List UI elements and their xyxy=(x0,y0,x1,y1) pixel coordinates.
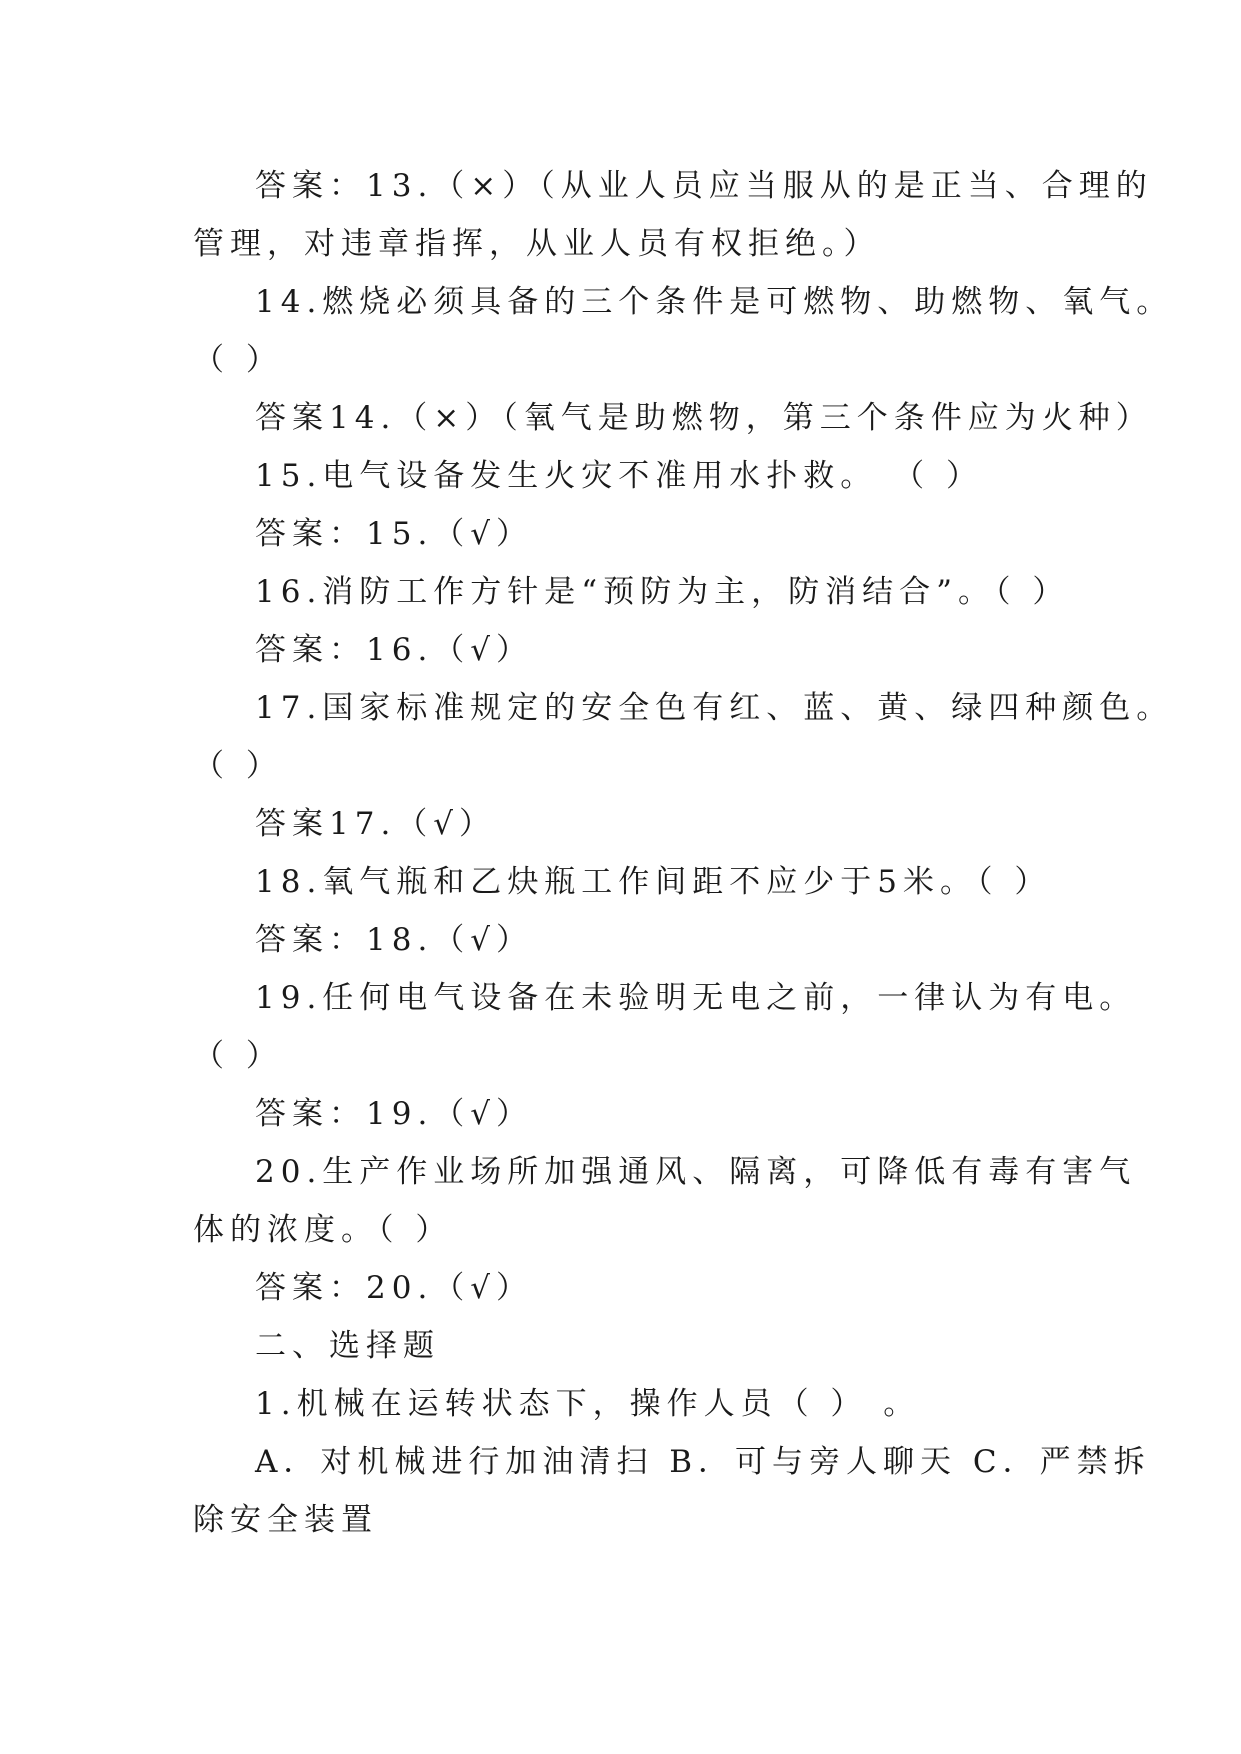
question-20-line-2: 体的浓度。（ ） xyxy=(193,1212,453,1248)
question-14-line-1: 14.燃烧必须具备的三个条件是可燃物、助燃物、氧气。 xyxy=(255,284,1174,320)
answer-18: 答案：18.（√） xyxy=(255,922,534,958)
answer-13-line-2: 管理，对违章指挥，从业人员有权拒绝。） xyxy=(193,226,881,262)
choice-options-line-2: 除安全装置 xyxy=(193,1502,378,1538)
choice-question-1: 1.机械在运转状态下，操作人员（ ） 。 xyxy=(255,1386,921,1422)
answer-19: 答案：19.（√） xyxy=(255,1096,534,1132)
choice-options-line-1: A．对机械进行加油清扫 B．可与旁人聊天 C．严禁拆 xyxy=(255,1444,1151,1480)
question-16: 16.消防工作方针是“预防为主，防消结合”。（ ） xyxy=(255,574,1070,610)
answer-13-line-1: 答案：13.（×）（从业人员应当服从的是正当、合理的 xyxy=(255,168,1153,204)
question-20-line-1: 20.生产作业场所加强通风、隔离，可降低有毒有害气 xyxy=(255,1154,1137,1190)
section-heading: 二、选择题 xyxy=(255,1328,440,1364)
answer-17: 答案17.（√） xyxy=(255,806,497,842)
question-19-line-1: 19.任何电气设备在未验明无电之前，一律认为有电。 xyxy=(255,980,1137,1016)
answer-20: 答案：20.（√） xyxy=(255,1270,534,1306)
answer-15: 答案：15.（√） xyxy=(255,516,534,552)
question-19-line-2: （ ） xyxy=(193,1038,283,1074)
question-17-line-1: 17.国家标准规定的安全色有红、蓝、黄、绿四种颜色。 xyxy=(255,690,1174,726)
question-14-line-2: （ ） xyxy=(193,342,283,378)
question-18: 18.氧气瓶和乙炔瓶工作间距不应少于5米。（ ） xyxy=(255,864,1052,900)
question-15: 15.电气设备发生火灾不准用水扑救。 （ ） xyxy=(255,458,984,494)
answer-16: 答案：16.（√） xyxy=(255,632,534,668)
question-17-line-2: （ ） xyxy=(193,748,283,784)
answer-14: 答案14.（×）（氧气是助燃物，第三个条件应为火种） xyxy=(255,400,1153,436)
